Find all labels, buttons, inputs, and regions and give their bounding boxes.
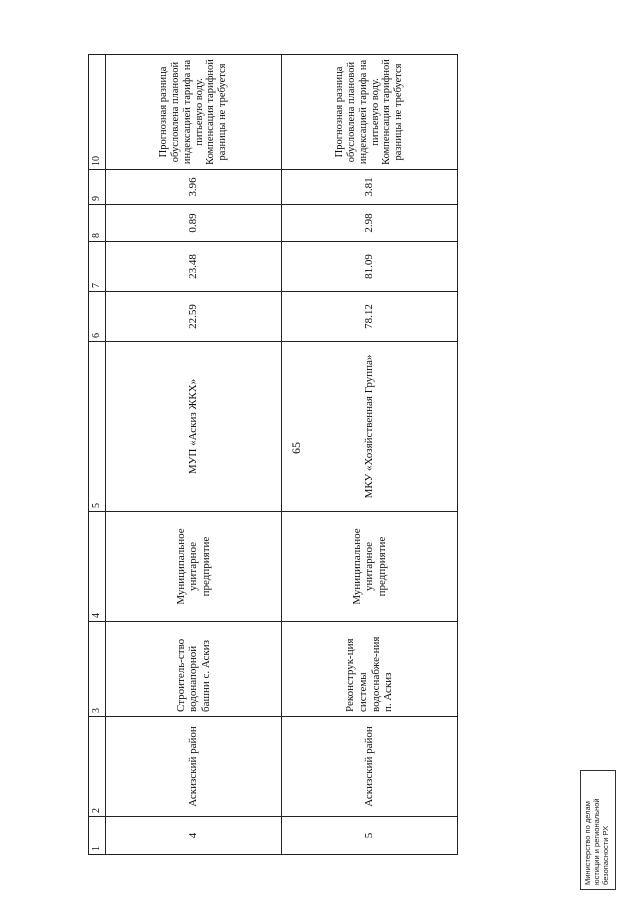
value-cell-6: 78.12 — [282, 292, 458, 342]
ministry-stamp: Министерство по делам юстиции и региональной безопасности РХ — [580, 770, 616, 890]
org-type-cell: Муниципальное унитарное предприятие — [282, 512, 458, 622]
district-cell: Аскизский район — [282, 717, 458, 817]
header-cell-8: 8 — [89, 205, 106, 242]
header-cell-10: 10 — [89, 55, 106, 170]
organization-cell: МУП «Аскиз ЖКХ» — [106, 342, 282, 512]
project-cell: Строитель-ство водонапорной башни с. Аскиз — [106, 622, 282, 717]
header-cell-1: 1 — [89, 817, 106, 855]
header-cell-6: 6 — [89, 292, 106, 342]
organization-cell: МКУ «Хозяйственная Группа» — [282, 342, 458, 512]
header-cell-3: 3 — [89, 622, 106, 717]
data-table — [88, 54, 458, 855]
header-cell-5: 5 — [89, 342, 106, 512]
value-cell-9: 3.81 — [282, 170, 458, 205]
value-cell-8: 0.89 — [106, 205, 282, 242]
row-number: 5 — [282, 817, 458, 855]
org-type-cell: Муниципальное унитарное предприятие — [106, 512, 282, 622]
header-row — [89, 55, 106, 855]
row-number: 4 — [106, 817, 282, 855]
value-cell-7: 81.09 — [282, 242, 458, 292]
value-cell-6: 22.59 — [106, 292, 282, 342]
district-cell: Аскизский район — [106, 717, 282, 817]
table-row — [106, 55, 282, 855]
header-cell-2: 2 — [89, 717, 106, 817]
rotated-table-container — [88, 55, 448, 855]
value-cell-9: 3.96 — [106, 170, 282, 205]
header-cell-9: 9 — [89, 170, 106, 205]
value-cell-7: 23.48 — [106, 242, 282, 292]
comment-cell: Прогнозная разница обусловлена плановой индексацией тарифа на питьевую воду. Компенсация тарифной разницы не требуется — [106, 55, 282, 170]
project-cell: Реконструк-ция системы водоснабже-ния п. Аскиз — [282, 622, 458, 717]
page-number: 65 — [289, 442, 303, 454]
table-row — [282, 55, 458, 855]
comment-cell: Прогнозная разница обусловлена плановой индексацией тарифа на питьевую воду. Компенсация тарифной разницы не требуется — [282, 55, 458, 170]
header-cell-4: 4 — [89, 512, 106, 622]
value-cell-8: 2.98 — [282, 205, 458, 242]
header-cell-7: 7 — [89, 242, 106, 292]
